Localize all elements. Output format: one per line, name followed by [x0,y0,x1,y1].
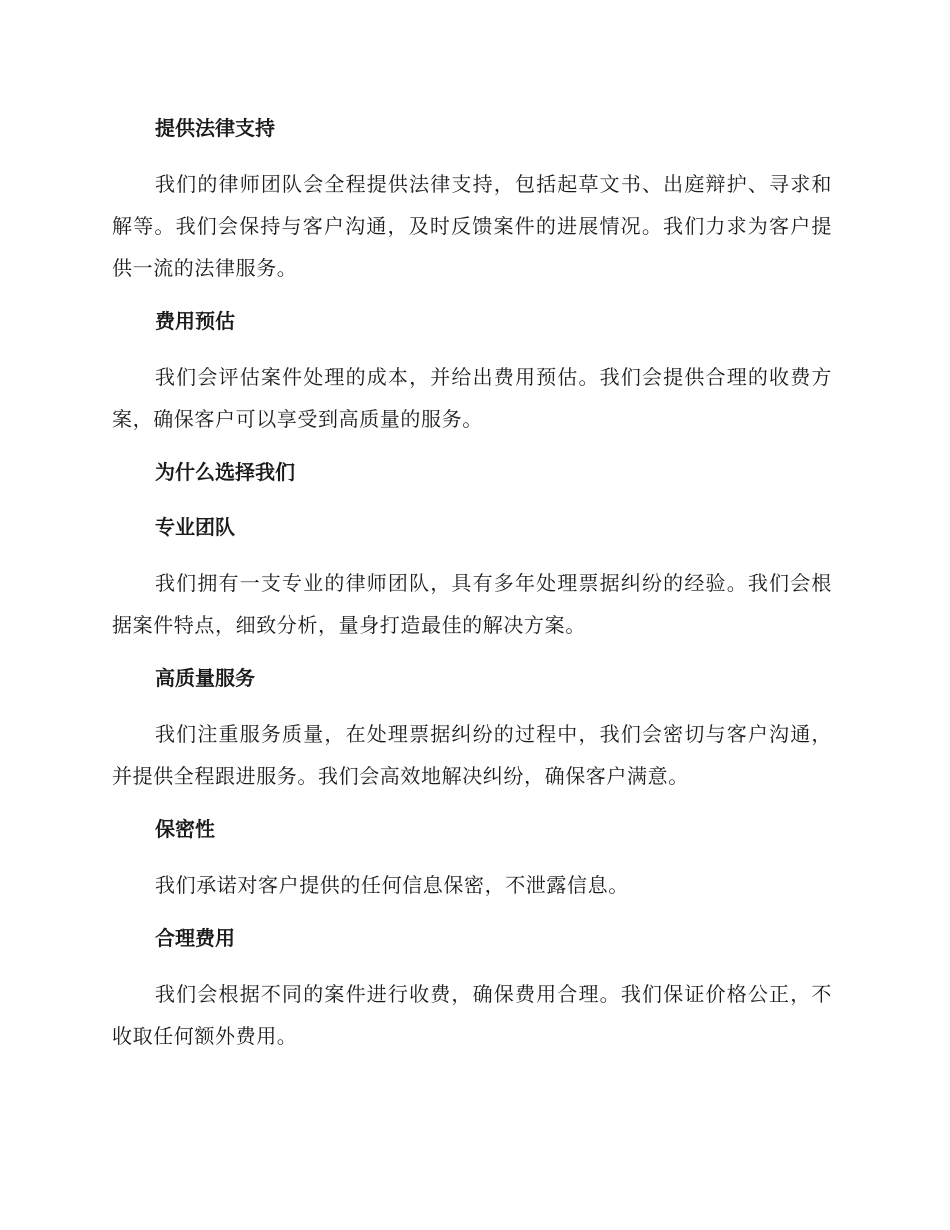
section-heading-why-choose-us: 为什么选择我们 [155,460,295,484]
paragraph-quality-service: 我们注重服务质量，在处理票据纠纷的过程中，我们会密切与客户沟通，并提供全程跟进服务。我们会高效地解决纠纷，确保客户满意。 [112,722,832,788]
section-heading-professional-team: 专业团队 [155,515,235,539]
document-body [112,108,832,1069]
paragraph-professional-team: 我们拥有一支专业的律师团队，具有多年处理票据纠纷的经验。我们会根据案件特点，细致分析，量身打造最佳的解决方案。 [112,571,832,637]
paragraph-legal-support: 我们的律师团队会全程提供法律支持，包括起草文书、出庭辩护、寻求和解等。我们会保持与客户沟通，及时反馈案件的进展情况。我们力求为客户提供一流的法律服务。 [112,172,832,280]
section-heading-reasonable-fees: 合理费用 [155,926,235,950]
section-heading-fee-estimate: 费用预估 [155,309,235,333]
paragraph-confidentiality: 我们承诺对客户提供的任何信息保密，不泄露信息。 [155,873,629,897]
paragraph-reasonable-fees: 我们会根据不同的案件进行收费，确保费用合理。我们保证价格公正，不收取任何额外费用。 [112,982,832,1048]
section-heading-legal-support: 提供法律支持 [155,116,275,140]
paragraph-fee-estimate: 我们会评估案件处理的成本，并给出费用预估。我们会提供合理的收费方案，确保客户可以享受到高质量的服务。 [112,365,832,431]
section-heading-confidentiality: 保密性 [155,817,215,841]
section-heading-quality-service: 高质量服务 [155,666,255,690]
